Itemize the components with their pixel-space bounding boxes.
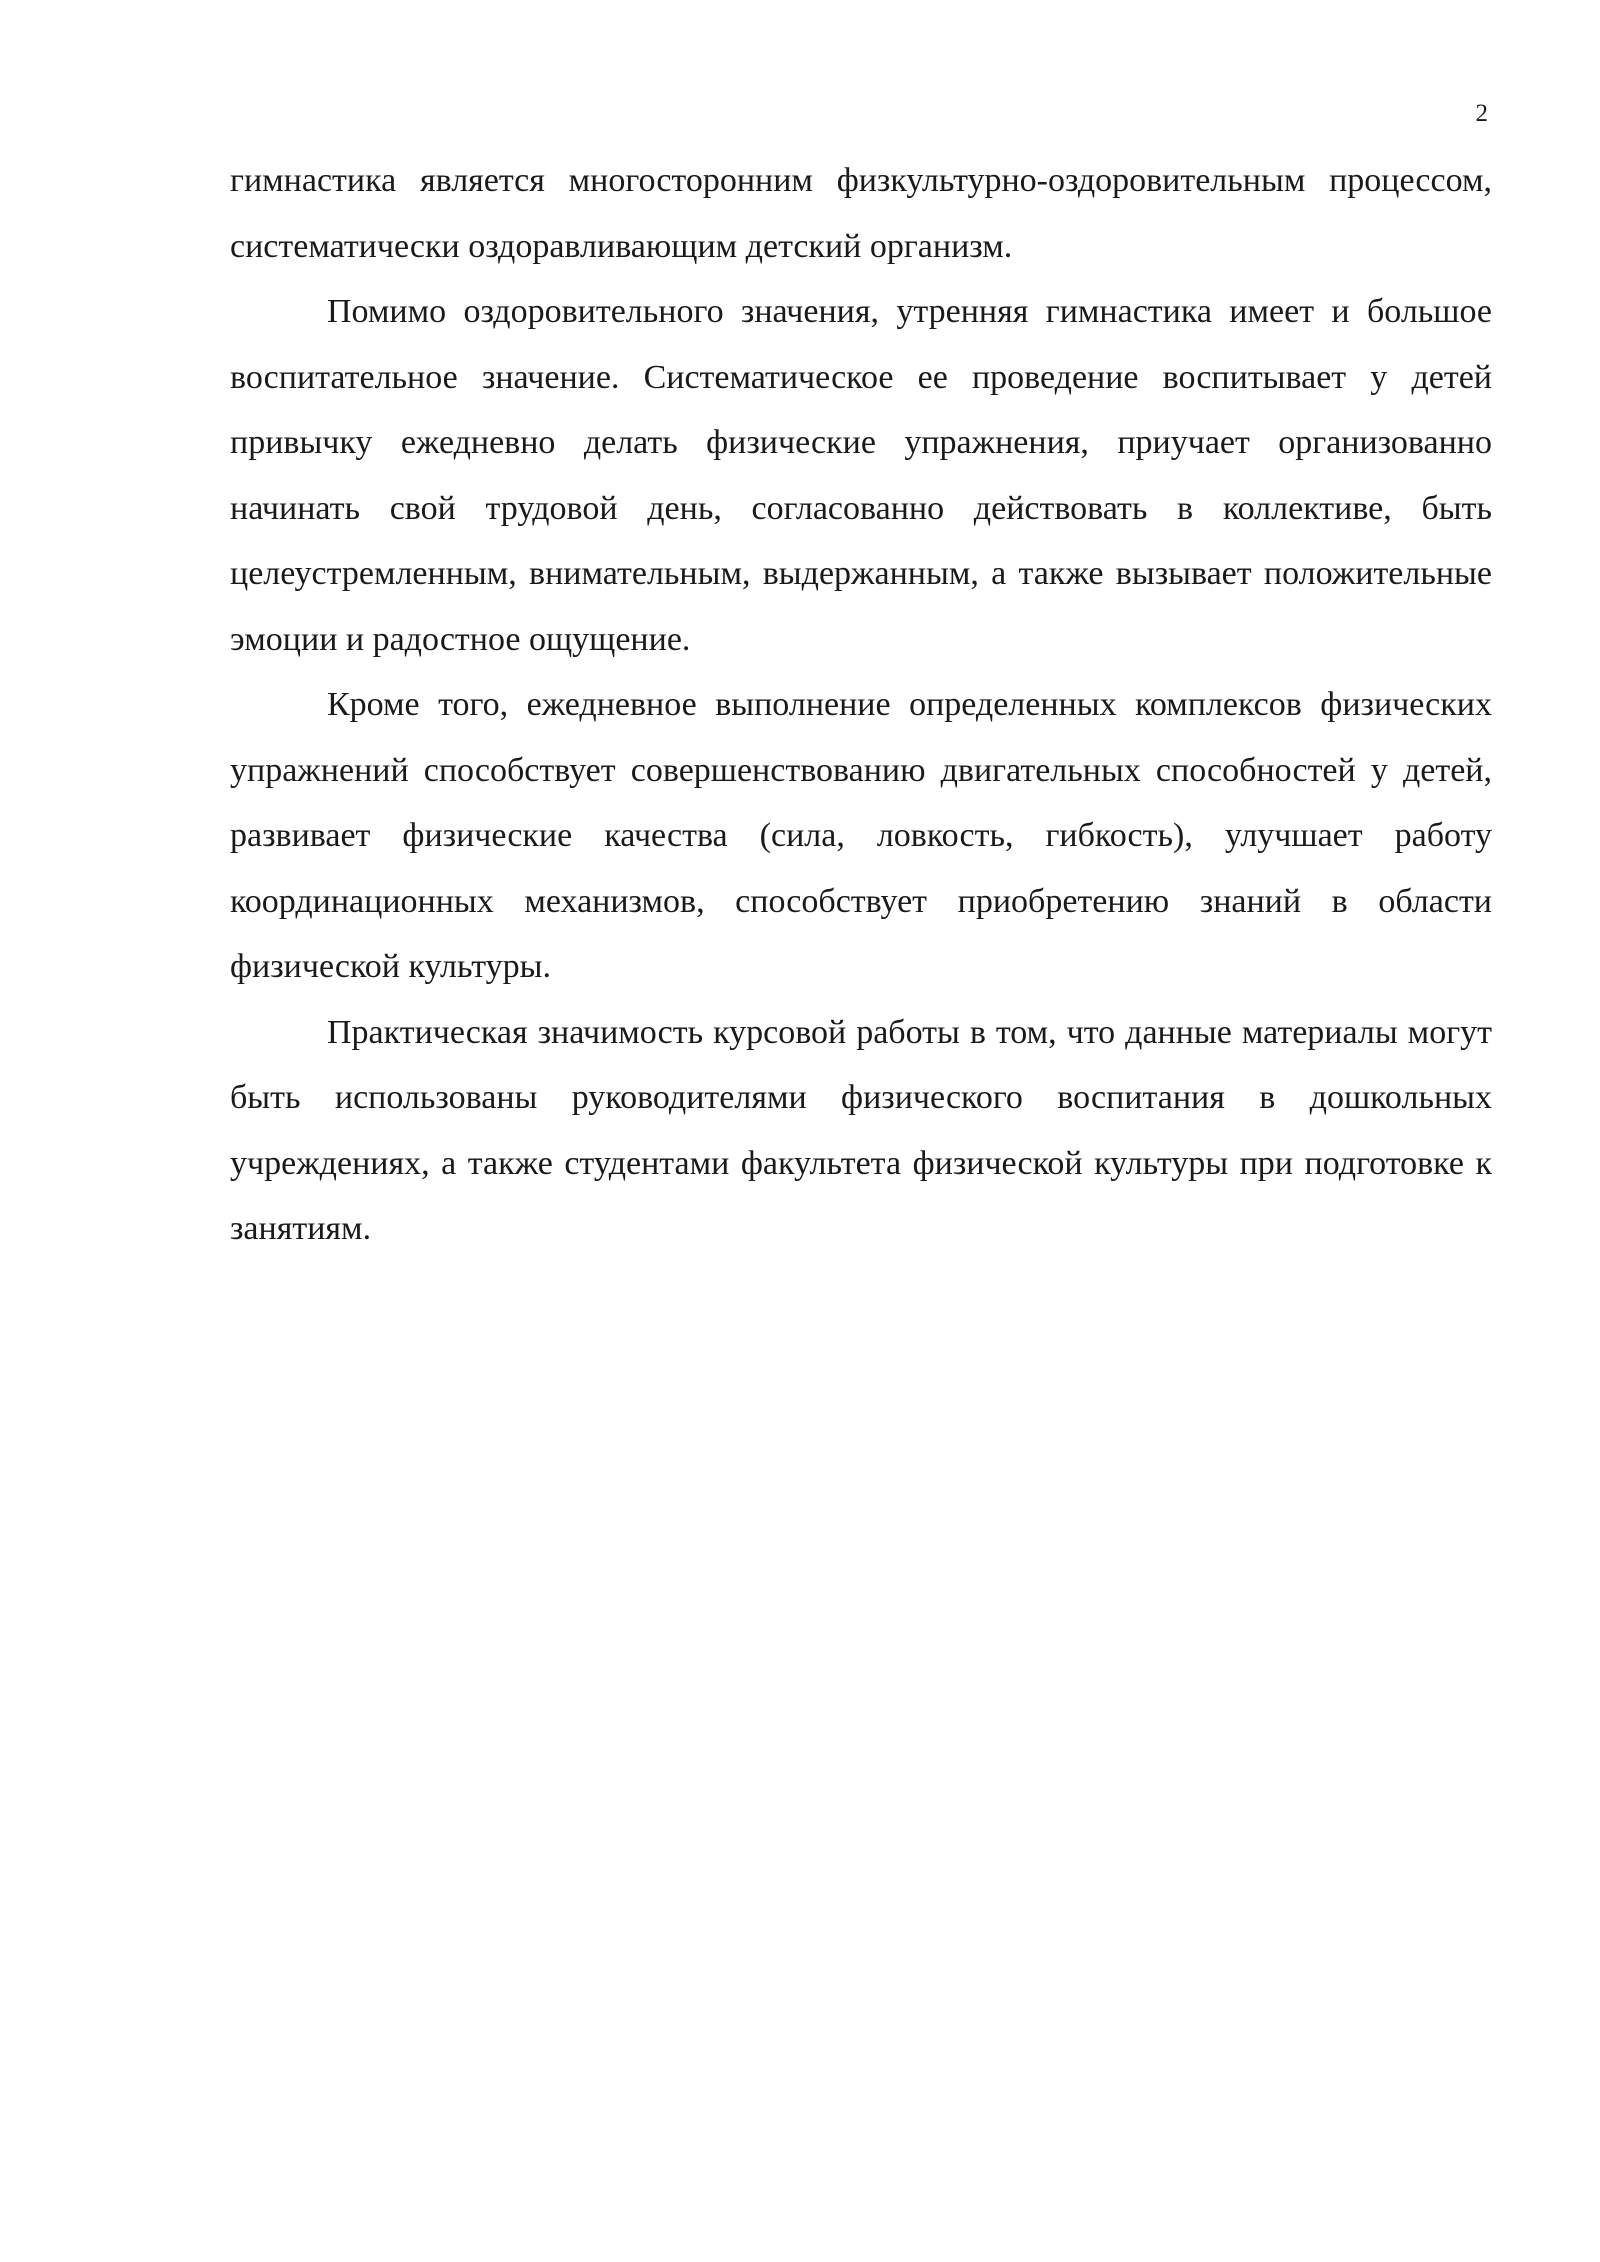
paragraph-practical-significance: Практическая значимость курсовой работы в том, что данные материалы могут быть использованы руководителями физического воспитания в дошкольных учреждениях, а также студентами факультета физической культуры при подготовке к занятиям.: [230, 1013, 1492, 1247]
document-body: [230, 148, 1492, 1262]
page-number: 2: [1475, 100, 1488, 127]
paragraph-educational-value: Помимо оздоровительного значения, утренняя гимнастика имеет и большое воспитательное значение. Систематическое ее проведение воспитывает у детей привычку ежедневно делать физические упражнения, приучает организованно начинать свой трудовой день, согласованно действовать в коллективе, быть целеустремленным, внимательным, выдержанным, а также вызывает положительные эмоции и радостное ощущение.: [230, 293, 1492, 658]
paragraph-motor-skills: Кроме того, ежедневное выполнение определенных комплексов физических упражнений способствует совершенствованию двигательных способностей у детей, развивает физические качества (сила, ловкость, гибкость), улучшает работу координационных механизмов, способствует приобретению знаний в области физической культуры.: [230, 686, 1492, 985]
paragraph-continuation: гимнастика является многосторонним физкультурно-оздоровительным процессом, систематически оздоравливающим детский организм.: [230, 162, 1492, 265]
